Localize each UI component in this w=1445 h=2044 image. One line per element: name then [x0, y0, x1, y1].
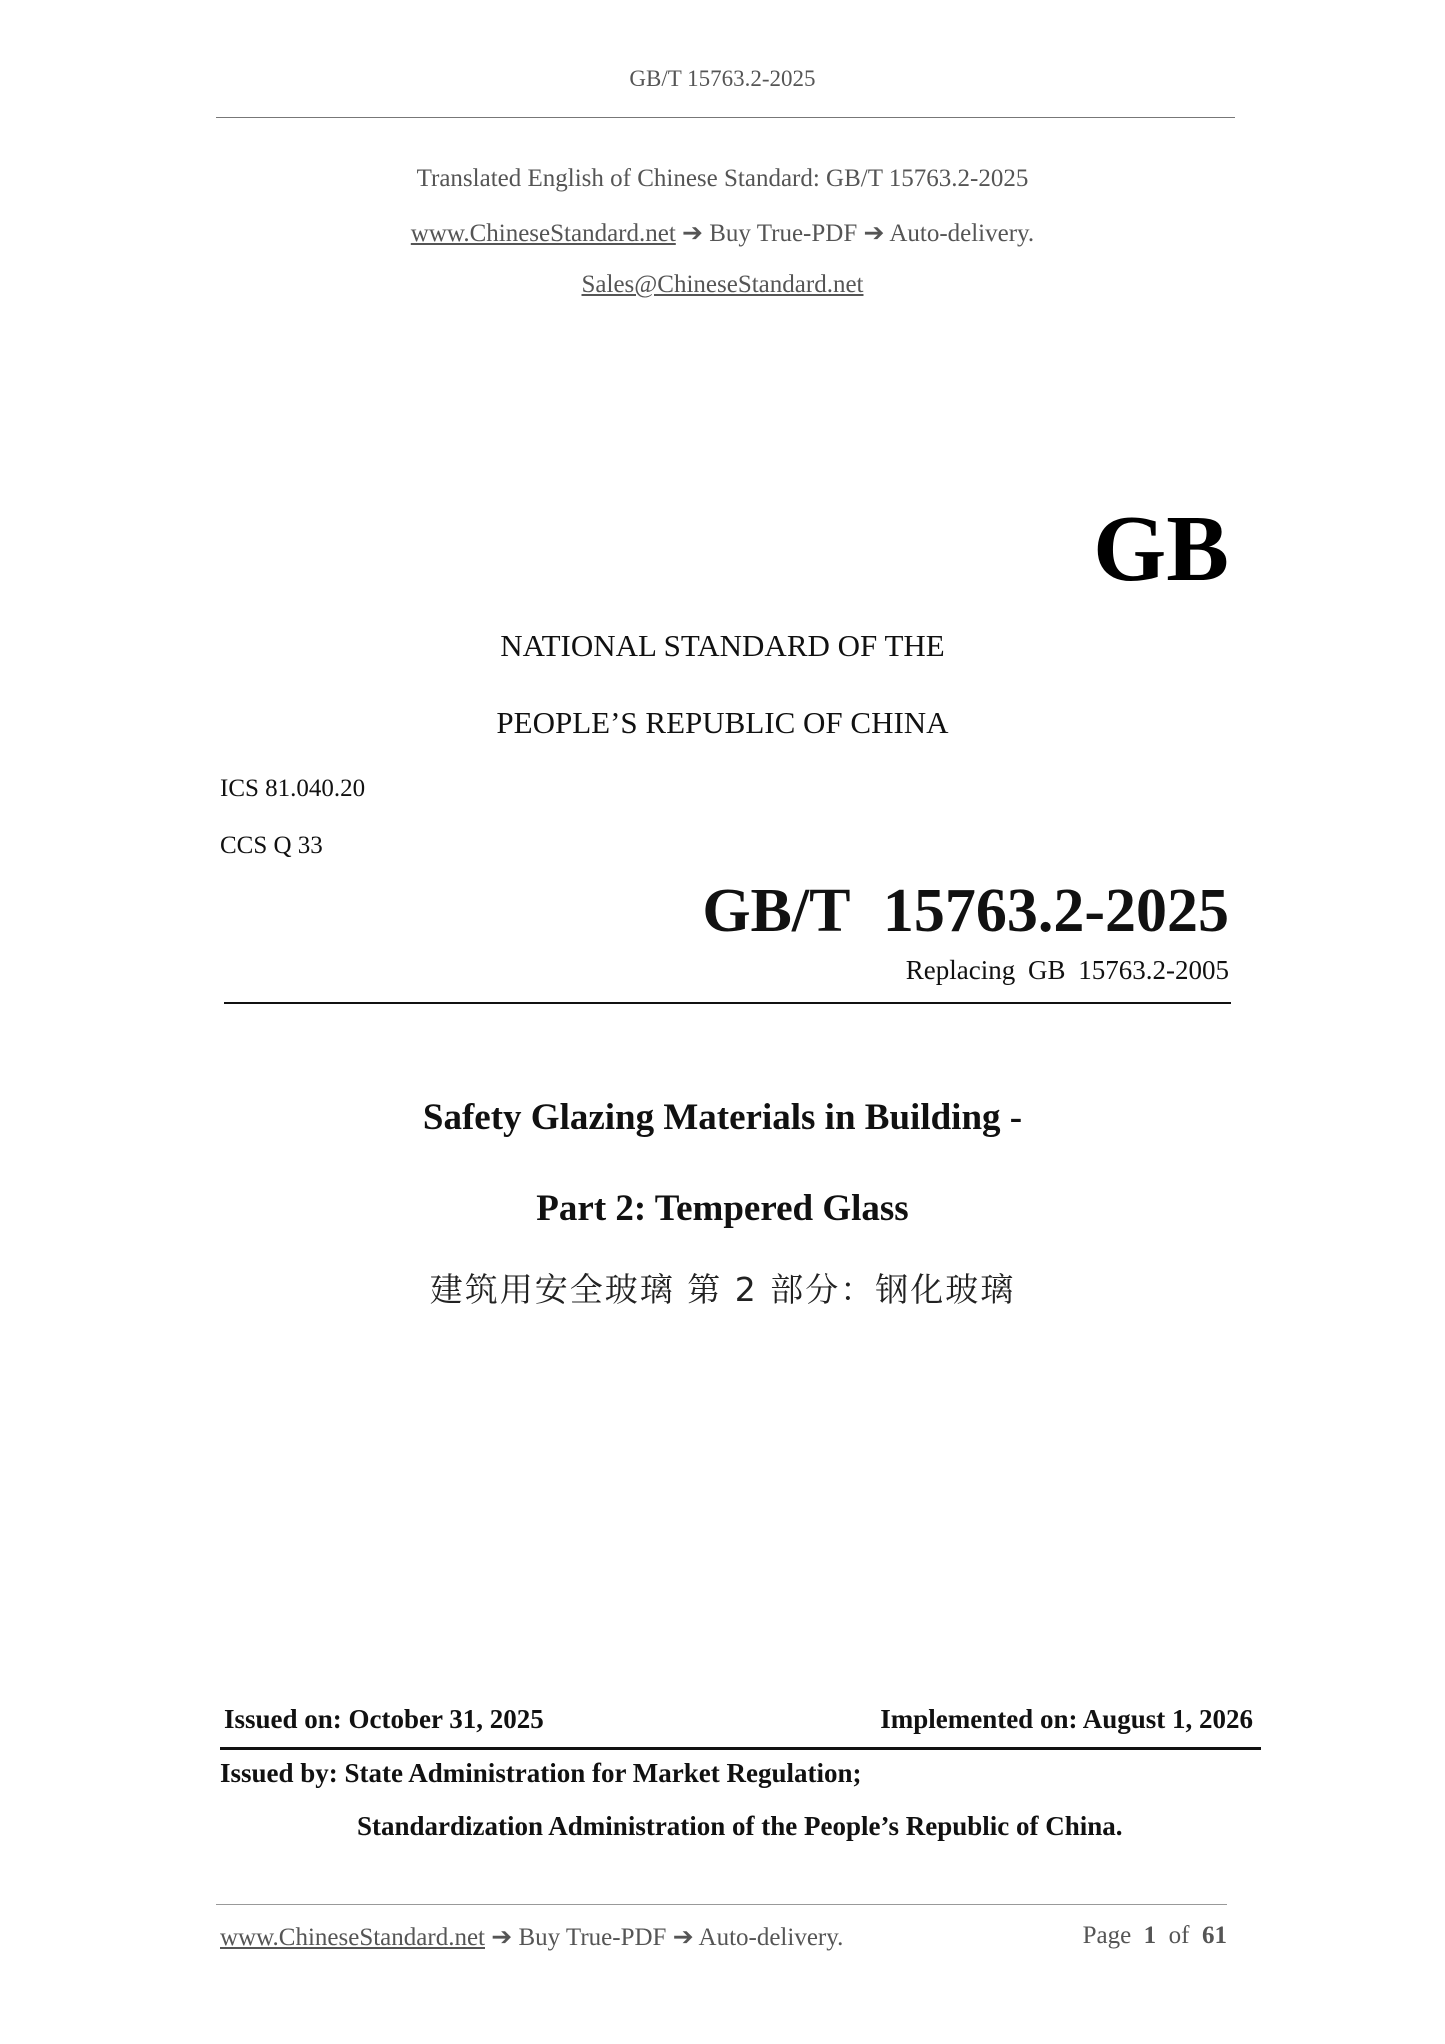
- arrow-icon: ➔: [672, 1924, 694, 1951]
- delivery-text: Auto-delivery.: [889, 220, 1035, 247]
- site-link[interactable]: www.ChineseStandard.net: [410, 220, 676, 247]
- page-label: Page: [1082, 1922, 1132, 1949]
- dates-divider: [220, 1747, 1261, 1750]
- page-current: 1: [1143, 1922, 1157, 1949]
- page-total: 61: [1202, 1922, 1227, 1949]
- contact-notice: [0, 271, 1445, 299]
- buy-text: Buy True-PDF: [709, 220, 858, 247]
- chinese-title: 建筑用安全玻璃 第 2 部分：钢化玻璃: [429, 1270, 1016, 1309]
- email-link[interactable]: Sales@ChineseStandard.net: [581, 271, 864, 298]
- footer-purchase-notice: [220, 1922, 843, 1952]
- issuer-line1: Issued by: State Administration for Market Regulation;: [220, 1758, 862, 1788]
- running-header: GB/T 15763.2-2025: [629, 66, 816, 91]
- arrow-icon: ➔: [491, 1924, 513, 1951]
- header-divider: [216, 117, 1235, 118]
- issued-on-date: Issued on: October 31, 2025: [224, 1704, 544, 1734]
- implemented-on-date: Implemented on: August 1, 2026: [880, 1704, 1253, 1734]
- ics-code: ICS 81.040.20: [220, 775, 366, 802]
- arrow-icon: ➔: [682, 220, 703, 247]
- english-title-line1: Safety Glazing Materials in Building -: [422, 1097, 1023, 1138]
- republic-heading: PEOPLE’S REPUBLIC OF CHINA: [496, 705, 949, 740]
- national-standard-heading: NATIONAL STANDARD OF THE: [500, 628, 945, 663]
- footer-delivery-text: Auto-delivery.: [698, 1924, 844, 1951]
- gb-logo: GB: [1093, 497, 1229, 601]
- ccs-code: CCS Q 33: [220, 832, 323, 859]
- footer-site-link[interactable]: www.ChineseStandard.net: [220, 1924, 485, 1951]
- arrow-icon: ➔: [863, 220, 885, 247]
- issuer-line2: Standardization Administration of the People’s Republic of China.: [357, 1811, 1123, 1841]
- replacing-note: Replacing GB 15763.2-2005: [905, 955, 1229, 985]
- english-title-line2: Part 2: Tempered Glass: [536, 1188, 909, 1229]
- page-of: of: [1168, 1922, 1190, 1949]
- translation-notice: Translated English of Chinese Standard: GB/T 15763.2-2025: [416, 165, 1029, 192]
- footer-buy-text: Buy True-PDF: [518, 1924, 667, 1951]
- footer-divider: [216, 1904, 1227, 1905]
- page-indicator: [1083, 1922, 1227, 1950]
- title-divider: [224, 1002, 1231, 1004]
- standard-number: GB/T 15763.2-2025: [702, 877, 1229, 945]
- purchase-notice: [0, 218, 1445, 248]
